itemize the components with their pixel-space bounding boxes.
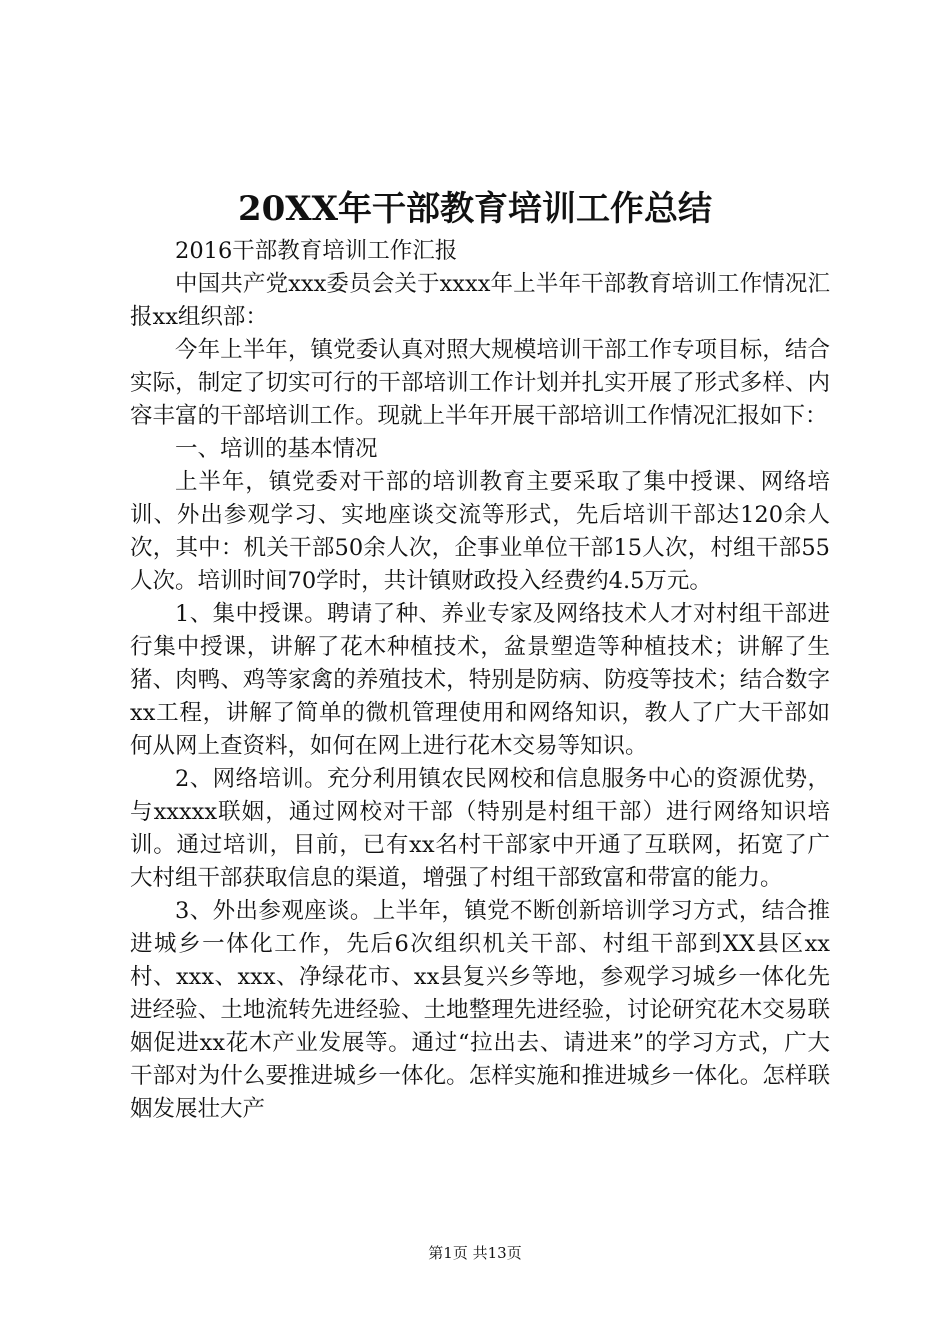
paragraph-intro: 今年上半年，镇党委认真对照大规模培训干部工作专项目标，结合实际，制定了切实可行的干部培训工作计划并扎实开展了形式多样、内容丰富的干部培训工作。现就上半年开展干部培训工作情况汇报如下： <box>130 337 830 429</box>
page-footer: 第1页 共13页 <box>428 1244 522 1262</box>
section-heading-basic-situation: 一、培训的基本情况 <box>175 436 378 462</box>
document-body <box>130 235 830 1126</box>
paragraph-report-heading: 中国共产党xxx委员会关于xxxx年上半年干部教育培训工作情况汇报xx组织部： <box>130 271 830 330</box>
paragraph-overview: 上半年，镇党委对干部的培训教育主要采取了集中授课、网络培训、外出参观学习、实地座谈交流等形式，先后培训干部达120余人次，其中：机关干部50余人次，企事业单位干部15人次，村组干部55人次。培训时间70学时，共计镇财政投入经费约4.5万元。 <box>130 469 830 594</box>
paragraph-item-3: 3、外出参观座谈。上半年，镇党不断创新培训学习方式，结合推进城乡一体化工作，先后6次组织机关干部、村组干部到XX县区xx村、xxx、xxx、净绿花市、xx县复兴乡等地，参观学习城乡一体化先进经验、土地流转先进经验、土地整理先进经验，讨论研究花木交易联姻促进xx花木产业发展等。通过“拉出去、请进来”的学习方式，广大干部对为什么要推进城乡一体化。怎样实施和推进城乡一体化。怎样联姻发展壮大产 <box>130 898 830 1122</box>
document-title: 20XX年干部教育培训工作总结 <box>237 189 713 229</box>
paragraph-subtitle: 2016干部教育培训工作汇报 <box>175 238 458 264</box>
paragraph-item-2: 2、网络培训。充分利用镇农民网校和信息服务中心的资源优势，与xxxxx联姻，通过网校对干部（特别是村组干部）进行网络知识培训。通过培训，目前，已有xx名村干部家中开通了互联网，拓宽了广大村组干部获取信息的渠道，增强了村组干部致富和带富的能力。 <box>130 766 830 891</box>
paragraph-item-1: 1、集中授课。聘请了种、养业专家及网络技术人才对村组干部进行集中授课，讲解了花木种植技术，盆景塑造等种植技术；讲解了生猪、肉鸭、鸡等家禽的养殖技术，特别是防病、防疫等技术；结合数字xx工程，讲解了简单的微机管理使用和网络知识，教人了广大干部如何从网上查资料，如何在网上进行花木交易等知识。 <box>130 601 830 759</box>
